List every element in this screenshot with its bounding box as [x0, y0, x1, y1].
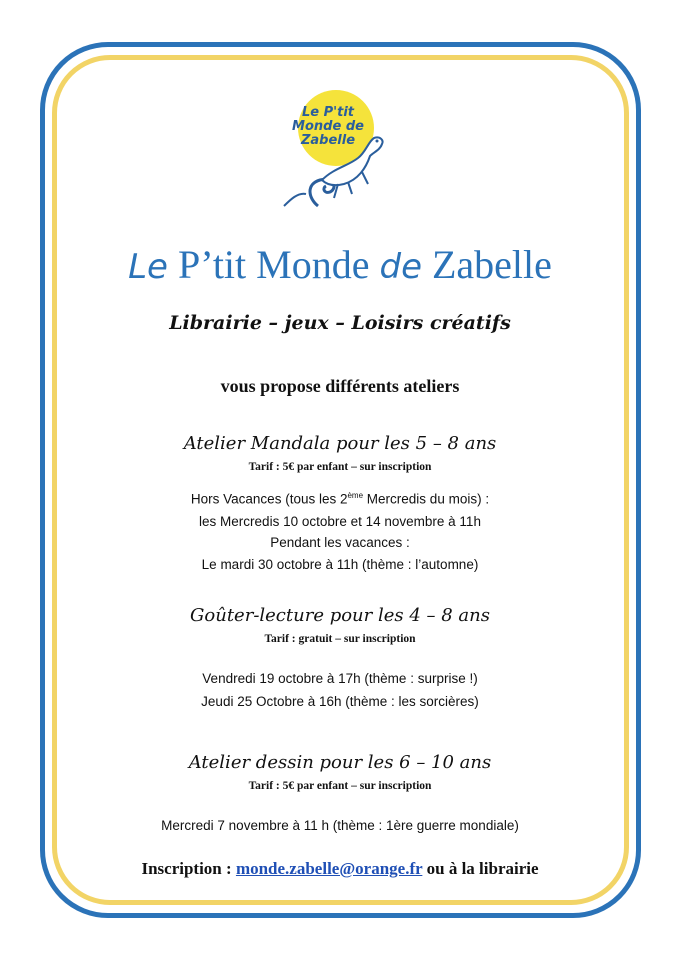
subtitle: Librairie – jeux – Loisirs créatifs [169, 312, 511, 334]
section-2-tarif: Tarif : gratuit – sur inscription [264, 633, 416, 645]
email-link[interactable]: monde.zabelle@orange.fr [235, 859, 423, 878]
section-1-line-1b: Mercredis du mois) : [363, 491, 490, 507]
logo-text [278, 106, 378, 148]
section-1-line-4: Le mardi 30 octobre à 11h (thème : l’automne) [201, 557, 479, 572]
footer-inscription [60, 859, 620, 879]
section-1-line-1sup: ème [347, 491, 364, 500]
title-part-3: de [379, 247, 422, 287]
footer-label: Inscription : [141, 859, 236, 878]
section-1-title: Atelier Mandala pour les 5 – 8 ans [183, 433, 497, 454]
section-2-title: Goûter-lecture pour les 4 – 8 ans [190, 605, 490, 626]
section-3-tarif: Tarif : 5€ par enfant – sur inscription [248, 780, 432, 792]
footer-suffix: ou à la librairie [422, 859, 539, 878]
section-1-line-1 [60, 491, 620, 507]
section-3-line-1: Mercredi 7 novembre à 11 h (thème : 1ère guerre mondiale) [161, 818, 519, 833]
section-1-line-2: les Mercredis 10 octobre et 14 novembre à 11h [199, 514, 481, 529]
title-part-2: P’tit Monde [167, 242, 380, 287]
title-part-4: Zabelle [421, 242, 552, 287]
section-2-line-2: Jeudi 25 Octobre à 16h (thème : les sorcières) [201, 694, 479, 709]
logo [278, 88, 390, 216]
section-1-line-1a: Hors Vacances (tous les 2 [190, 491, 348, 507]
page-title [60, 241, 620, 288]
section-3-title: Atelier dessin pour les 6 – 10 ans [188, 752, 492, 773]
logo-line-1: Le P'tit [301, 105, 355, 120]
section-1-line-3: Pendant les vacances : [270, 535, 410, 550]
logo-line-3: Zabelle [300, 133, 356, 148]
section-1-tarif: Tarif : 5€ par enfant – sur inscription [248, 461, 432, 473]
logo-line-2: Monde de [292, 119, 364, 134]
title-part-1: Le [128, 247, 168, 287]
intro-text: vous propose différents ateliers [220, 376, 460, 396]
section-2-line-1: Vendredi 19 octobre à 17h (thème : surprise !) [202, 671, 478, 686]
